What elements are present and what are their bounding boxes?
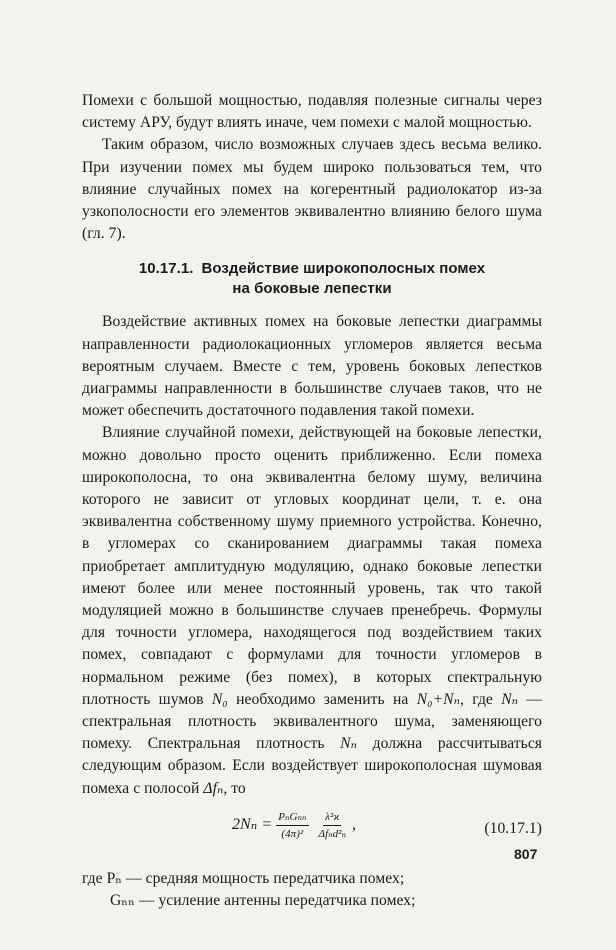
paragraph-4 bbox=[82, 422, 542, 799]
equation-10-17-1 bbox=[82, 806, 542, 858]
paragraph-4-part-e: должна рассчитываться следующим образом. Если воздействует широкополосная шумовая помеха с полосой bbox=[82, 735, 543, 797]
fraction-1-denominator: (4π)² bbox=[281, 827, 304, 840]
section-title-line-1: Воздействие широкополосных помех bbox=[201, 260, 486, 278]
symbol-n0: N₀ bbox=[211, 690, 228, 708]
section-number: 10.17.1. bbox=[138, 260, 194, 278]
paragraph-3: Воздействие активных помех на боковые лепестки диаграммы направленности радиолокационных угломеров является весьма вероятным случаем. Вместе с тем, уровень боковых лепестков диаграммы направленности в большинстве случаев таков, что не может обеспечить достаточного подавления такой помехи. bbox=[82, 313, 542, 420]
equation-label: (10.17.1) bbox=[484, 819, 542, 837]
definitions-list bbox=[82, 868, 542, 912]
equation-lhs: 2Nₙ = bbox=[232, 816, 273, 834]
definition-pn: где Pₙ — средняя мощность передатчика помех; bbox=[82, 869, 405, 887]
fraction-2-numerator: λ²ϰ bbox=[323, 810, 341, 826]
fraction-1-numerator: PₙGₙₙ bbox=[276, 810, 308, 826]
fraction-2 bbox=[317, 810, 349, 841]
section-title-line-2: на боковые лепестки bbox=[232, 280, 392, 298]
paragraph-4-part-c: , где bbox=[460, 690, 493, 708]
definition-gnn: Gₙₙ — усиление антенны передатчика помех; bbox=[110, 892, 416, 910]
paragraph-4-part-f: , то bbox=[223, 779, 246, 797]
paragraph-1: Помехи с большой мощностью, подавляя полезные сигналы через систему АРУ, будут влиять иначе, чем помехи с малой мощностью. bbox=[82, 92, 542, 132]
page-number: 807 bbox=[514, 846, 538, 862]
page-text bbox=[82, 90, 542, 912]
paragraph-4-part-a: Влияние случайной помехи, действующей на боковые лепестки, можно довольно просто оценить приближенно. Если помеха широкополосна, то она эквивалентна белому шуму, величина которого не зависит от угловых координат цели, т. е. она эквивалентна собственному шуму приемного устройства. Конечно, в угломерах со сканированием диаграммы такая помеха приобретает амплитудную модуляцию, однако боковые лепестки имеют более или менее постоянный уровень, так что такой модуляцией можно в большинстве случаев пренебречь. Формулы для точности угломера, находящегося под воздействием таких помех, совпадают с формулами для точности угломеров в нормальном режиме (без помех), в которых спектральную плотность шумов bbox=[82, 424, 542, 708]
symbol-nn: Nₙ bbox=[501, 690, 519, 708]
section-heading bbox=[82, 259, 542, 299]
symbol-delta-fn: Δfₙ bbox=[203, 779, 224, 797]
equation-body bbox=[232, 810, 356, 841]
fraction-1 bbox=[276, 810, 308, 841]
symbol-n0-plus-nn: N₀+Nₙ bbox=[416, 690, 461, 708]
equation-tail: , bbox=[352, 816, 357, 834]
paragraph-2: Таким образом, число возможных случаев здесь весьма велико. При изучении помех мы будем широко пользоваться тем, что влияние случайных помех на когерентный радиолокатор из-за узкополосности его элементов эквивалентно влиянию белого шума (гл. 7). bbox=[82, 136, 542, 243]
paragraph-4-part-d: — спектральная плотность эквивалентного шума, заменяющего помеху. Спектральная плотность bbox=[82, 690, 543, 753]
symbol-nn-2: Nₙ bbox=[340, 735, 357, 753]
paragraph-4-part-b: необходимо заменить на bbox=[236, 690, 409, 708]
fraction-2-denominator: Δfₙd²ₙ bbox=[318, 827, 347, 840]
